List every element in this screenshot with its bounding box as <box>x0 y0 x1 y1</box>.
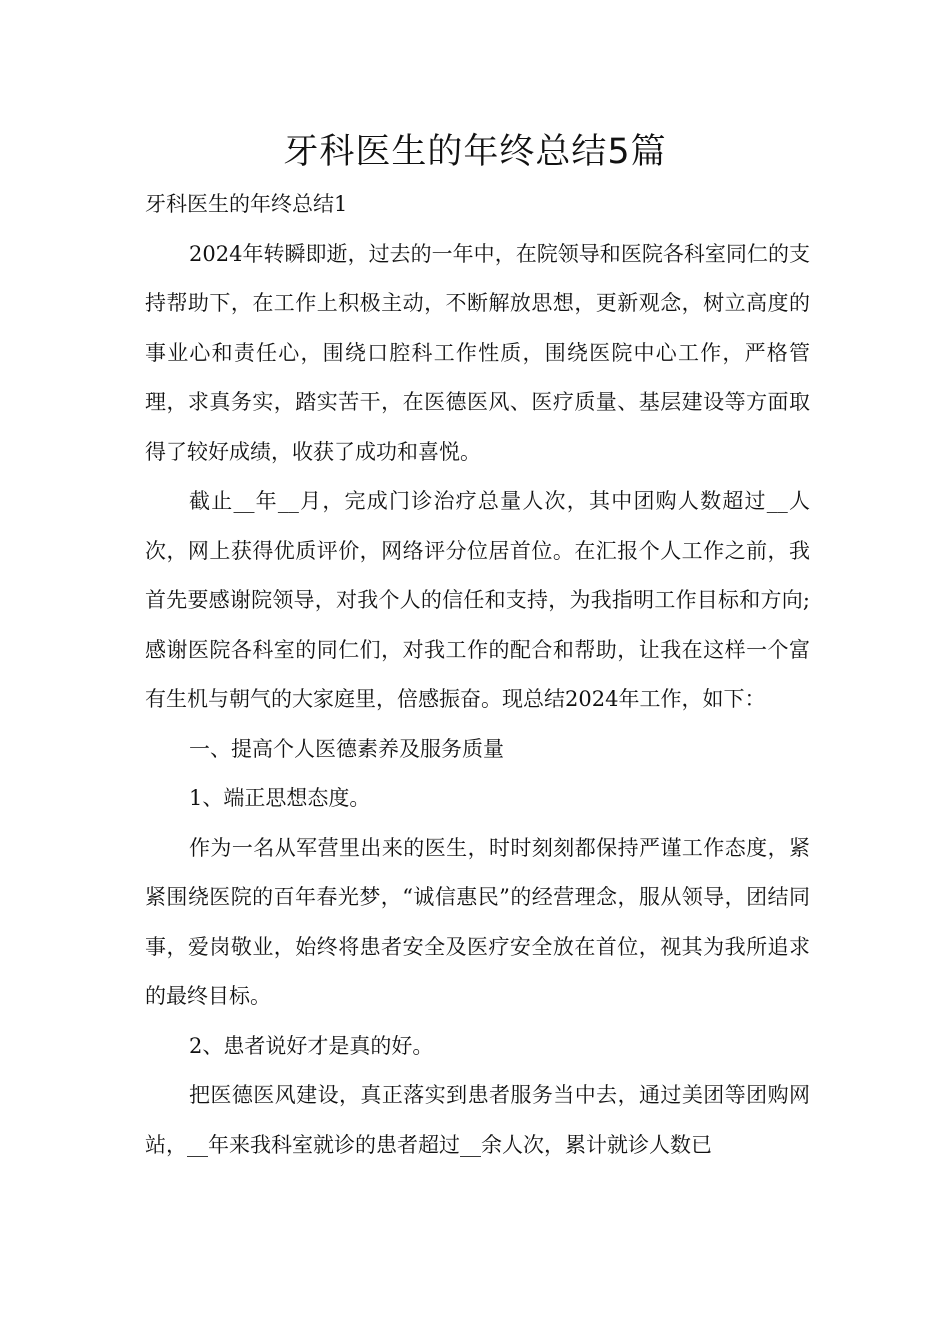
subsection-heading: 2、患者说好才是真的好。 <box>189 1033 434 1058</box>
section-heading: 一、提高个人医德素养及服务质量 <box>189 736 504 761</box>
document-title: 牙科医生的年终总结5篇 <box>283 132 667 172</box>
section-heading: 牙科医生的年终总结1 <box>145 192 348 216</box>
subsection-heading: 1、端正思想态度。 <box>189 786 371 810</box>
paragraph: 2024年转瞬即逝，过去的一年中，在院领导和医院各科室同仁的支持帮助下，在工作上积极主动，不断解放思想，更新观念，树立高度的事业心和责任心，围绕口腔科工作性质，围绕医院中心工作，严格管理，求真务实，踏实苦干，在医德医风、医疗质量、基层建设等方面取得了较好成绩，收获了成功和喜悦。 <box>145 241 810 464</box>
paragraph: 截止__年__月，完成门诊治疗总量人次，其中团购人数超过__人次，网上获得优质评价，网络评分位居首位。在汇报个人工作之前，我首先要感谢院领导，对我个人的信任和支持，为我指明工作目标和方向;感谢医院各科室的同仁们，对我工作的配合和帮助，让我在这样一个富有生机与朝气的大家庭里，倍感振奋。现总结2024年工作，如下： <box>145 489 810 711</box>
paragraph: 把医德医风建设，真正落实到患者服务当中去，通过美团等团购网站，__年来我科室就诊的患者超过__余人次，累计就诊人数已 <box>145 1083 810 1157</box>
paragraph: 作为一名从军营里出来的医生，时时刻刻都保持严谨工作态度，紧紧围绕医院的百年春光梦，“诚信惠民”的经营理念，服从领导，团结同事，爱岗敬业，始终将患者安全及医疗安全放在首位，视其为我所追求的最终目标。 <box>145 835 810 1008</box>
document-body <box>145 180 810 1170</box>
